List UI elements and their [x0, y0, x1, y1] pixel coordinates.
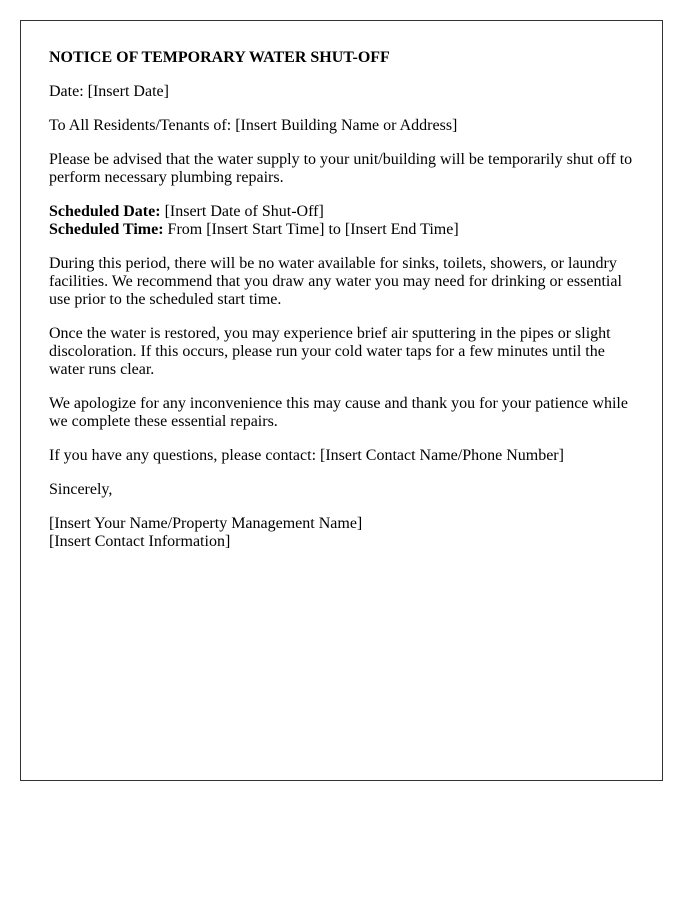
during-paragraph: During this period, there will be no water available for sinks, toilets, showers, or laundry facilities. We recommend that you draw any water you may need for drinking or essential use prior to the scheduled start time.: [49, 255, 622, 308]
recipients-line: To All Residents/Tenants of: [Insert Building Name or Address]: [49, 117, 458, 134]
notice-document: [20, 20, 663, 781]
scheduled-date-value: [Insert Date of Shut-Off]: [160, 203, 324, 220]
scheduled-time-value: From [Insert Start Time] to [Insert End Time]: [163, 221, 459, 238]
scheduled-date-label: Scheduled Date:: [49, 203, 161, 220]
notice-title: NOTICE OF TEMPORARY WATER SHUT-OFF: [49, 49, 390, 66]
signature-name: [Insert Your Name/Property Management Name]: [49, 515, 363, 532]
signature-block: [49, 515, 634, 551]
restored-paragraph: Once the water is restored, you may experience brief air sputtering in the pipes or slight discoloration. If this occurs, please run your cold water taps for a few minutes until the water runs clear.: [49, 325, 611, 378]
date-line: Date: [Insert Date]: [49, 83, 169, 100]
signature-info: [Insert Contact Information]: [49, 533, 231, 550]
apology-paragraph: We apologize for any inconvenience this may cause and thank you for your patience while we complete these essential repairs.: [49, 395, 628, 430]
closing: Sincerely,: [49, 481, 113, 498]
intro-paragraph: Please be advised that the water supply to your unit/building will be temporarily shut off to perform necessary plumbing repairs.: [49, 151, 633, 186]
contact-paragraph: If you have any questions, please contact: [Insert Contact Name/Phone Number]: [49, 447, 564, 464]
scheduled-time-label: Scheduled Time:: [49, 221, 164, 238]
schedule-block: [49, 203, 634, 239]
